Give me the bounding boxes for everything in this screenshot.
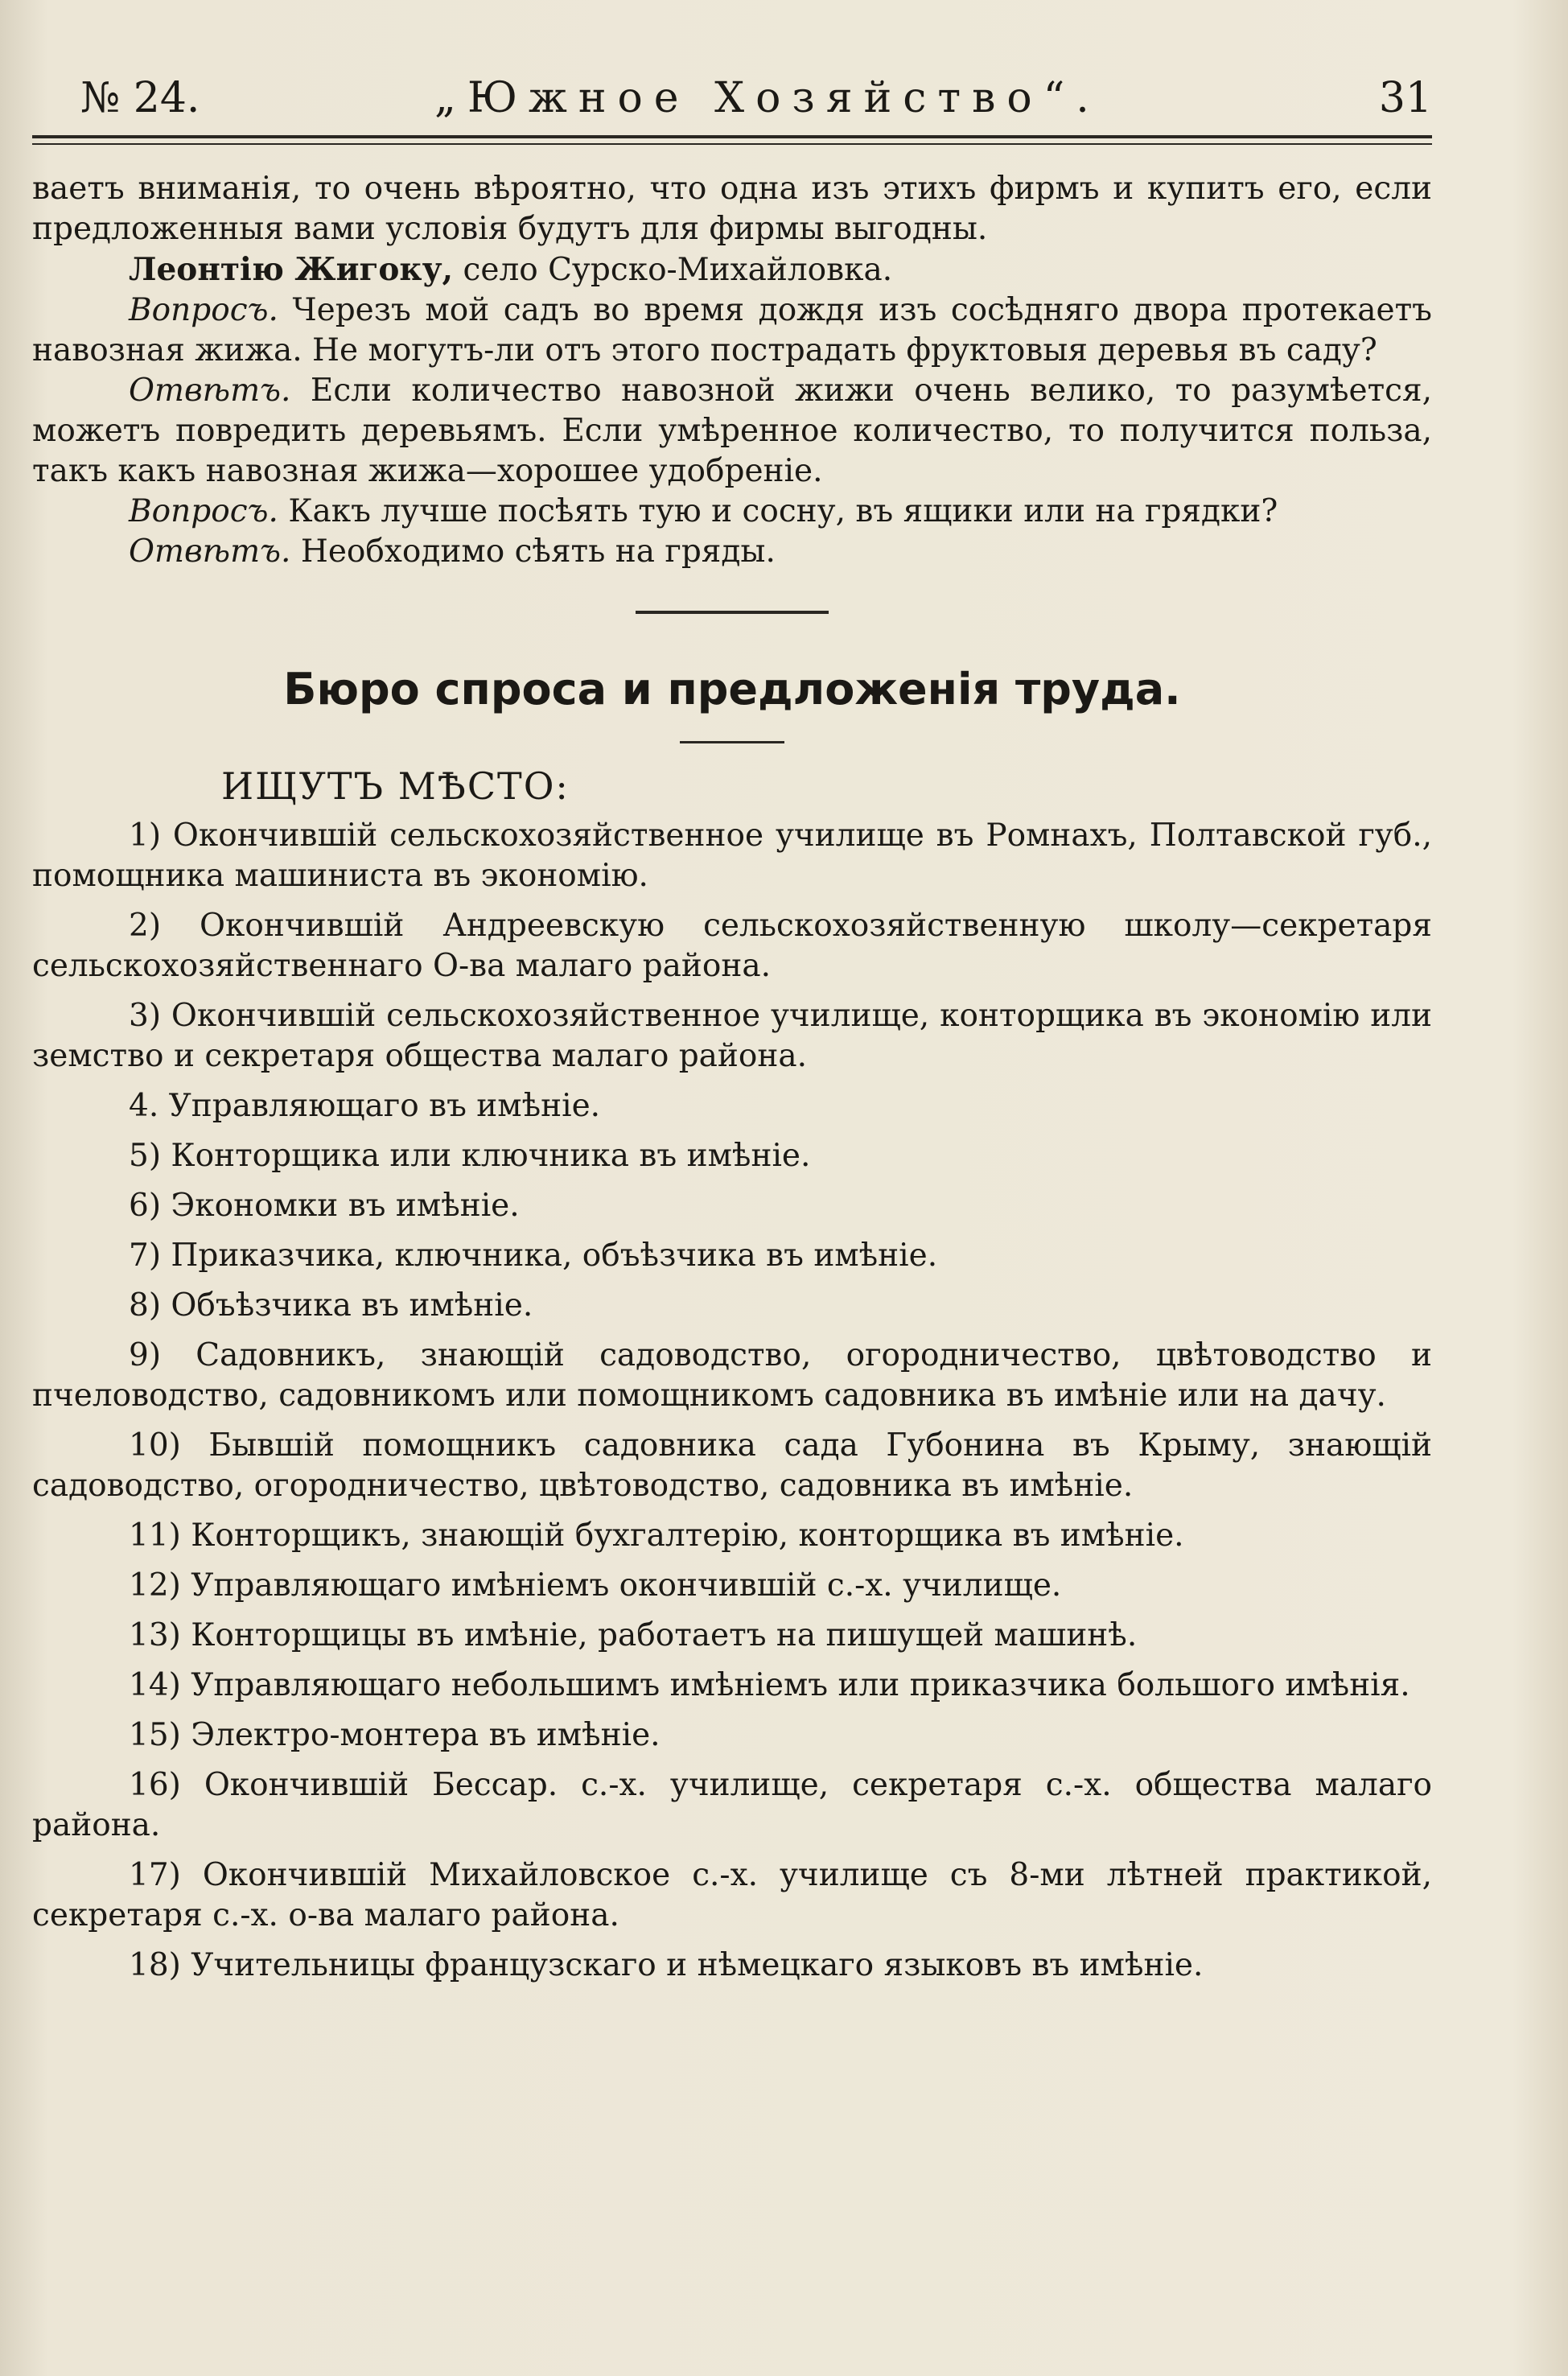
page-number: 31 [1378, 74, 1432, 122]
question-text: Какъ лучше посѣять тую и сосну, въ ящики или на грядки? [278, 493, 1278, 529]
question-1 [32, 290, 1432, 371]
question-label: Вопросъ. [129, 292, 278, 328]
title-underline [680, 741, 784, 743]
seeking-heading: ИЩУТЪ МѢСТО: [221, 764, 570, 808]
question-text: Черезъ мой садъ во время дождя изъ сосѣдняго двора протекаетъ навозная жижа. Не могутъ-ли отъ этого пострадать фруктовыя деревья въ саду? [32, 292, 1432, 369]
article-body [32, 169, 1432, 1986]
answer-text: Если количество навозной жижи очень велико, то разумѣется, можетъ повредить деревьямъ. Если умѣренное количество, то получится польза, такъ какъ навозная жижа—хорошее удобреніе. [32, 373, 1432, 489]
list-item: 15) Электро-монтера въ имѣніе. [129, 1717, 661, 1753]
list-item: 7) Приказчика, ключника, объѣзчика въ имѣніе. [129, 1237, 938, 1274]
list-item: 6) Экономки въ имѣніе. [129, 1188, 520, 1224]
list-item: 9) Садовникъ, знающій садоводство, огородничество, цвѣтоводство и пчеловодство, садовникомъ или помощникомъ садовника въ имѣніе или на дачу. [32, 1337, 1432, 1414]
section-title: Бюро спроса и предложенія труда. [283, 664, 1181, 714]
list-item: 13) Конторщицы въ имѣніе, работаетъ на пишущей машинѣ. [129, 1617, 1138, 1653]
list-item: 17) Окончившій Михайловское с.-х. училище съ 8-ми лѣтней практикой, секретаря с.-х. о-ва малаго района. [32, 1857, 1432, 1933]
list-item: 11) Конторщикъ, знающій бухгалтерію, конторщика въ имѣніе. [129, 1517, 1184, 1554]
list-item: 12) Управляющаго имѣніемъ окончившій с.-х. училище. [129, 1567, 1062, 1604]
journal-title: „Южное Хозяйство“. [434, 74, 1101, 122]
list-item: 3) Окончившій сельскохозяйственное училище, конторщика въ экономію или земство и секретаря общества малаго района. [32, 998, 1432, 1074]
question-2 [32, 492, 1432, 532]
list-item: 8) Объѣзчика въ имѣніе. [129, 1287, 533, 1324]
list-item: 14) Управляющаго небольшимъ имѣніемъ или приказчика большого имѣнія. [129, 1667, 1410, 1703]
header-rule-thin [32, 143, 1432, 145]
list-item: 18) Учительницы французскаго и нѣмецкаго языковъ въ имѣніе. [129, 1947, 1204, 1983]
list-item: 5) Конторщика или ключника въ имѣніе. [129, 1138, 811, 1174]
answer-1 [32, 371, 1432, 492]
header-rule-thick [32, 135, 1432, 138]
job-list [32, 816, 1432, 1986]
list-item: 16) Окончившій Бессар. с.-х. училище, секретаря с.-х. общества малаго района. [32, 1767, 1432, 1843]
intro-paragraph: ваетъ вниманія, то очень вѣроятно, что одна изъ этихъ фирмъ и купитъ его, если предложенныя вами условія будутъ для фирмы выгодны. [32, 171, 1432, 247]
list-item: 2) Окончившій Андреевскую сельскохозяйственную школу—секретаря сельскохозяйственнаго О-ва малаго района. [32, 908, 1432, 984]
answer-text: Необходимо сѣять на гряды. [290, 533, 776, 570]
answer-label: Отвѣтъ. [129, 533, 291, 570]
answer-label: Отвѣтъ. [129, 373, 291, 409]
question-label: Вопросъ. [129, 493, 278, 529]
answer-2 [32, 532, 1432, 572]
reader-name-line [32, 249, 1432, 290]
page-header [80, 74, 1432, 130]
issue-number: № 24. [80, 74, 200, 122]
section-separator [636, 611, 829, 614]
list-item: 4. Управляющаго въ имѣніе. [129, 1088, 601, 1124]
list-item: 1) Окончившій сельскохозяйственное училище въ Ромнахъ, Полтавской губ., помощника машиниста въ экономію. [32, 817, 1432, 894]
reader-location: село Сурско-Михайловка. [453, 252, 893, 288]
list-item: 10) Бывшій помощникъ садовника сада Губонина въ Крыму, знающій садоводство, огородничество, цвѣтоводство, садовника въ имѣніе. [32, 1427, 1432, 1504]
reader-name: Леонтію Жигоку, [129, 251, 454, 288]
